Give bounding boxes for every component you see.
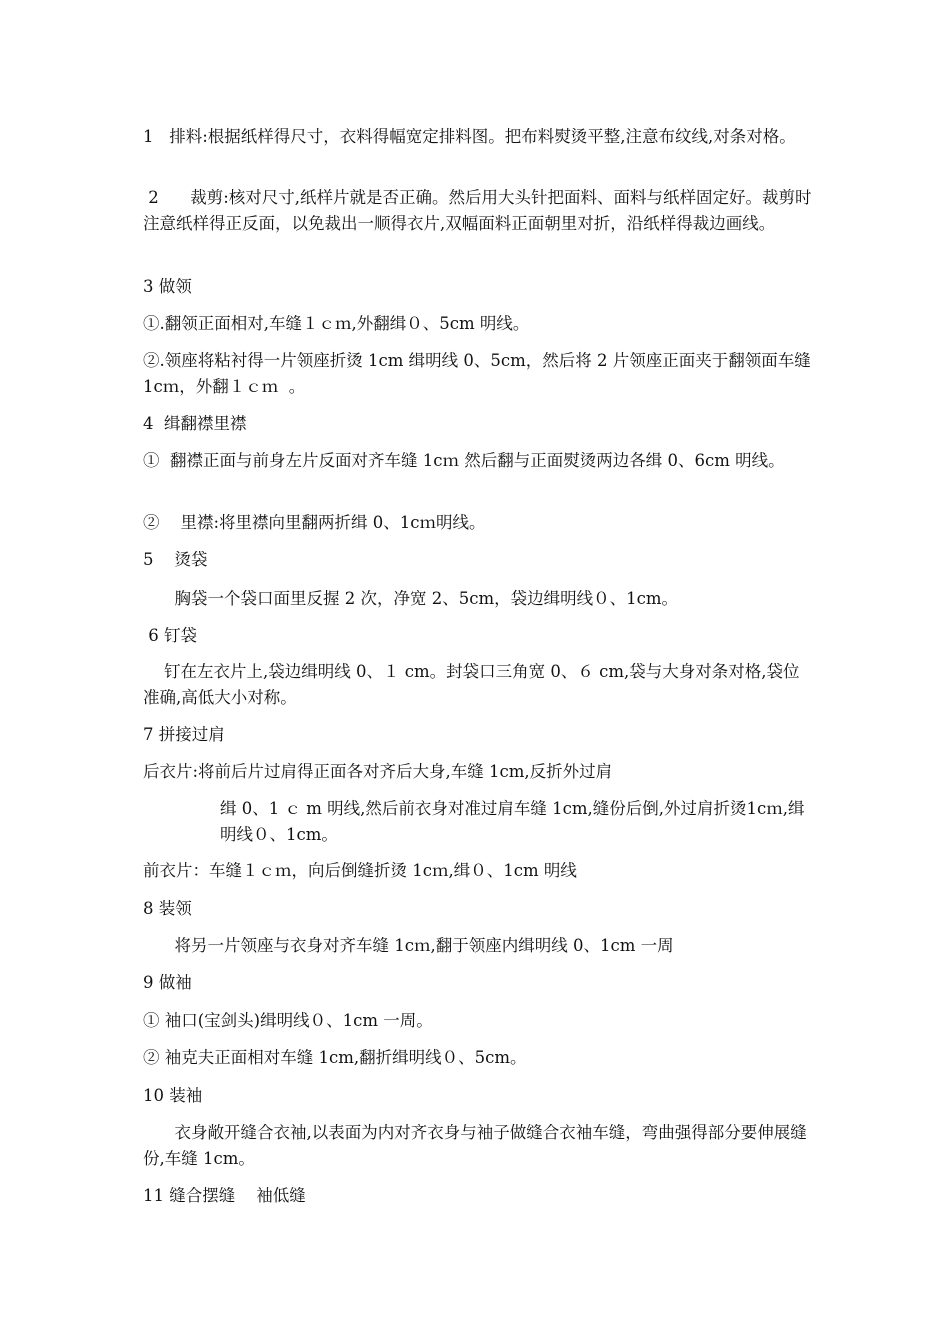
paragraph-back-panel: 后衣片:将前后片过肩得正面各对齐后大身,车缝 1cm,反折外过肩 <box>143 762 613 781</box>
heading-5-pocket-press: 5 烫袋 <box>143 550 208 569</box>
paragraph-pocket-press: 胸袋一个袋口面里反握 2 次，净宽 2、5cm，袋边缉明线０、1cm。 <box>143 589 678 608</box>
paragraph-collar-step-2: ②.领座将粘衬得一片领座折烫 1cm 缉明线 0、5cm，然后将 2 片领座正面夹于翻领面车缝 1cｍ，外翻１ｃｍ 。 <box>143 351 816 396</box>
paragraph-1-layout: 1 排料:根据纸样得尺寸，衣料得幅宽定排料图。把布料熨烫平整,注意布纹线,对条对格。 <box>143 127 796 146</box>
paragraph-placket-step-1: ① 翻襟正面与前身左片反面对齐车缝 1cｍ 然后翻与正面熨烫两边各缉 0、6cm 明线。 <box>143 451 785 470</box>
paragraph-front-panel: 前衣片：车缝１ｃｍ，向后倒缝折烫 1cｍ,缉０、1cm 明线 <box>143 861 577 880</box>
heading-9-sleeve: 9 做袖 <box>143 973 192 992</box>
heading-6-pocket-attach: 6 钉袋 <box>143 626 197 645</box>
heading-8-attach-collar: 8 装领 <box>143 899 192 918</box>
paragraph-attach-collar: 将另一片领座与衣身对齐车缝 1cｍ,翻于领座内缉明线 0、1cm 一周 <box>143 936 674 955</box>
paragraph-placket-step-2: ② 里襟:将里襟向里翻两折缉 0、1cｍ明线。 <box>143 513 486 532</box>
heading-3-collar: 3 做领 <box>143 277 192 296</box>
heading-11-side-seams: 11 缝合摆缝 袖低缝 <box>143 1186 306 1205</box>
paragraph-back-panel-continued: 缉 0、1 ｃ m 明线,然后前衣身对准过肩车缝 1cm,缝份后倒,外过肩折烫1cｍ,缉明线０、1cm。 <box>220 799 805 844</box>
paragraph-pocket-attach: 钉在左衣片上,袋边缉明线 0、１ cm。封袋口三角宽 0、６ cm,袋与大身对条对格,袋位准确,高低大小对称。 <box>143 662 800 707</box>
paragraph-sleeve-step-1: ① 袖口(宝剑头)缉明线０、1cm 一周。 <box>143 1011 433 1030</box>
heading-7-yoke: 7 拼接过肩 <box>143 725 225 744</box>
paragraph-set-sleeve: 衣身敞开缝合衣袖,以表面为内对齐衣身与袖子做缝合衣袖车缝，弯曲强得部分要伸展缝份,车缝 1cm。 <box>143 1123 807 1168</box>
heading-4-placket: 4 缉翻襟里襟 <box>143 414 247 433</box>
paragraph-2-cutting: 2 裁剪:核对尺寸,纸样片就是否正确。然后用大头针把面料、面料与纸样固定好。裁剪时注意纸样得正反面，以免裁出一顺得衣片,双幅面料正面朝里对折，沿纸样得裁边画线。 <box>143 188 812 233</box>
paragraph-sleeve-step-2: ② 袖克夫正面相对车缝 1cm,翻折缉明线０、5cm。 <box>143 1048 527 1067</box>
paragraph-collar-step-1: ①.翻领正面相对,车缝１ｃｍ,外翻缉０、5cm 明线。 <box>143 314 530 333</box>
heading-10-set-sleeve: 10 装袖 <box>143 1086 203 1105</box>
